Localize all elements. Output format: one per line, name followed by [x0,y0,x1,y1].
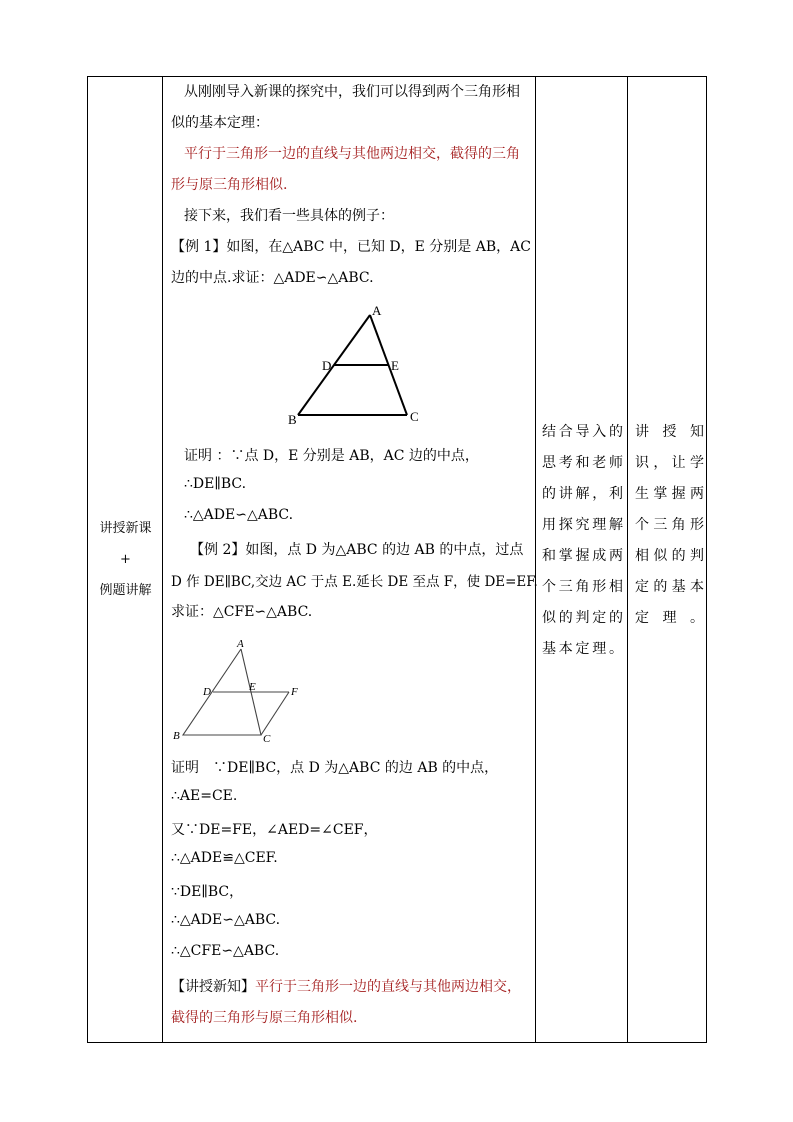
proof2-line-2: ∴AE=CE. [171,788,238,804]
label-e: E [391,358,399,373]
label-a: A [237,638,244,650]
intro-line-2: 似的基本定理： [171,115,269,131]
label-c: C [410,409,419,424]
theorem-line-2: 形与原三角形相似. [171,177,288,193]
design-intent-cell: 讲授知识，让学生掌握两个三角形相似的判定的基本定理。 [635,424,704,626]
label-a: A [372,303,382,318]
transition-text: 接下来，我们看一些具体的例子： [184,208,394,224]
proof2-line-7: ∴△CFE∽△ABC. [171,943,280,959]
stage-cell [88,77,163,1042]
theorem-line-1: 平行于三角形一边的直线与其他两边相交，截得的三角 [184,146,520,162]
example1-line-1: 【例 1】如图，在△ABC 中，已知 D，E 分别是 AB，AC [171,239,531,255]
example2-line-3: 求证：△CFE∽△ABC. [171,604,313,620]
stage-label-3: 例题讲解 [99,583,152,598]
proof2-line-4: ∴△ADE≌△CEF. [171,850,278,866]
label-b: B [173,730,180,742]
intro-line-1: 从刚刚导入新课的探究中，我们可以得到两个三角形相 [184,84,520,100]
label-d: D [322,358,332,373]
summary-tag: 【讲授新知】 [171,979,255,995]
proof1-line-2: ∴DE∥BC. [184,476,247,492]
stage-label-2: + [120,552,131,567]
label-c: C [263,733,271,745]
segment-fc [261,692,289,735]
student-activity-cell: 结合导入的思考和老师的讲解，利用探究理解和掌握成两个三角形相似的判定的基本定理。 [542,424,623,657]
lesson-table [87,76,707,1043]
proof1-line-1: 证明 ：∵点 D，E 分别是 AB，AC 边的中点， [184,448,479,464]
stage-label-1: 讲授新课 [99,521,152,536]
proof1-line-3: ∴△ADE∽△ABC. [184,507,294,523]
example2-figure [171,635,311,747]
example2-line-1: 【例 2】如图，点 D 为△ABC 的边 AB 的中点，过点 [190,542,524,558]
example1-line-2: 边的中点.求证：△ADE∽△ABC. [171,270,374,286]
summary-line-1 [171,976,521,996]
example2-line-2: D 作 DE∥BC,交边 AC 于点 E.延长 DE 至点 F，使 DE=EF. [171,574,538,590]
label-e: E [249,681,256,693]
label-b: B [288,412,297,427]
proof2-line-1: 证明 ∵DE∥BC，点 D 为△ABC 的边 AB 的中点， [171,760,499,776]
proof2-line-6: ∴△ADE∽△ABC. [171,912,281,928]
proof2-line-3: 又∵DE=FE，∠AED=∠CEF， [171,822,378,838]
example1-figure [288,301,503,431]
label-d: D [203,686,211,698]
summary-line-2: 截得的三角形与原三角形相似. [171,1010,358,1026]
proof2-line-5: ∵DE∥BC， [171,884,244,900]
label-f: F [291,686,298,698]
summary-text-1: 平行于三角形一边的直线与其他两边相交， [255,979,521,995]
